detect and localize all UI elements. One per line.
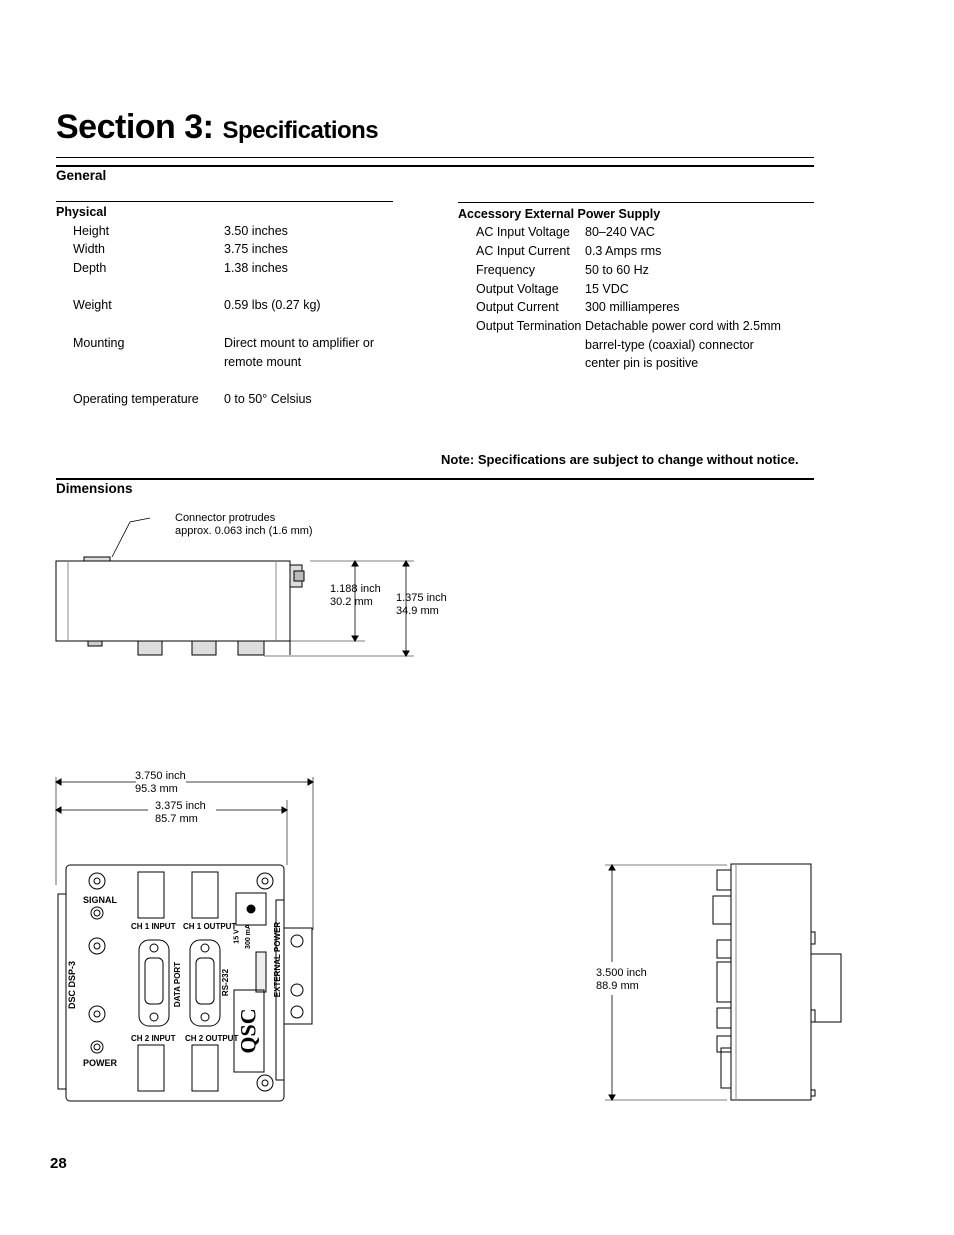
panel-data-port-label: DATA PORT <box>173 961 183 1008</box>
panel-rs232-label: RS-232 <box>221 968 231 997</box>
dim-width-1-mm: 95.3 mm <box>135 783 178 795</box>
dim-width-2-in: 3.375 inch <box>155 800 206 812</box>
connector-note-1: Connector protrudes <box>175 512 276 524</box>
physical-label-depth: Depth <box>73 261 107 275</box>
power-label-termination: Output Termination <box>476 319 582 333</box>
general-heading: General <box>56 168 107 183</box>
physical-label-height: Height <box>73 224 110 238</box>
power-value-ac-current: 0.3 Amps rms <box>585 244 662 258</box>
power-value-termination-3: center pin is positive <box>585 356 699 370</box>
dim-width-1-in: 3.750 inch <box>135 770 186 782</box>
power-heading: Accessory External Power Supply <box>458 207 661 221</box>
physical-value-height: 3.50 inches <box>224 224 288 238</box>
power-value-output-voltage: 15 VDC <box>585 282 629 296</box>
physical-heading: Physical <box>56 205 107 219</box>
physical-label-width: Width <box>73 242 105 256</box>
panel-15v-label: 15 V <box>233 929 241 944</box>
panel-ch1-output-label: CH 1 OUTPUT <box>183 922 237 931</box>
dim-height-3-mm: 88.9 mm <box>596 980 639 992</box>
power-value-ac-voltage: 80–240 VAC <box>585 225 655 239</box>
physical-label-weight: Weight <box>73 298 112 312</box>
page-number: 28 <box>50 1155 67 1172</box>
power-value-output-current: 300 milliamperes <box>585 300 680 314</box>
physical-label-mounting: Mounting <box>73 336 125 350</box>
dim-height-2-mm: 34.9 mm <box>396 605 439 617</box>
panel-power-label: POWER <box>83 1058 118 1068</box>
power-value-frequency: 50 to 60 Hz <box>585 263 649 277</box>
section-number: Section 3: <box>56 108 214 146</box>
spec-note: Note: Specifications are subject to change without notice. <box>441 452 799 467</box>
dim-height-1-in: 1.188 inch <box>330 583 381 595</box>
physical-value-depth: 1.38 inches <box>224 261 288 275</box>
physical-value-width: 3.75 inches <box>224 242 288 256</box>
power-value-termination: Detachable power cord with 2.5mm <box>585 319 781 333</box>
physical-value-weight: 0.59 lbs (0.27 kg) <box>224 298 321 312</box>
power-value-termination-2: barrel-type (coaxial) connector <box>585 338 754 352</box>
qsc-logo: QSC <box>235 1008 261 1054</box>
panel-signal-label: SIGNAL <box>83 895 118 905</box>
panel-300ma-label: 300 mA <box>244 924 252 949</box>
physical-value-mounting-2: remote mount <box>224 355 302 369</box>
physical-value-temperature: 0 to 50° Celsius <box>224 392 312 406</box>
power-label-output-current: Output Current <box>476 300 559 314</box>
dimensions-heading: Dimensions <box>56 481 133 496</box>
panel-ch2-input-label: CH 2 INPUT <box>131 1034 176 1043</box>
power-label-ac-voltage: AC Input Voltage <box>476 225 570 239</box>
physical-value-mounting: Direct mount to amplifier or <box>224 336 375 350</box>
panel-model-label: DSC DSP-3 <box>67 960 78 1010</box>
panel-external-power-label: EXTERNAL POWER <box>273 921 283 998</box>
section-name: Specifications <box>222 117 379 144</box>
dim-height-2-in: 1.375 inch <box>396 592 447 604</box>
panel-ch1-input-label: CH 1 INPUT <box>131 922 176 931</box>
dim-height-1-mm: 30.2 mm <box>330 596 373 608</box>
side-view-drawing <box>605 864 841 1100</box>
power-label-frequency: Frequency <box>476 263 536 277</box>
physical-label-temperature: Operating temperature <box>73 392 199 406</box>
power-label-ac-current: AC Input Current <box>476 244 570 258</box>
power-label-output-voltage: Output Voltage <box>476 282 559 296</box>
dim-width-2-mm: 85.7 mm <box>155 813 198 825</box>
panel-ch2-output-label: CH 2 OUTPUT <box>185 1034 239 1043</box>
connector-note-2: approx. 0.063 inch (1.6 mm) <box>175 525 313 537</box>
dim-height-3-in: 3.500 inch <box>596 967 647 979</box>
